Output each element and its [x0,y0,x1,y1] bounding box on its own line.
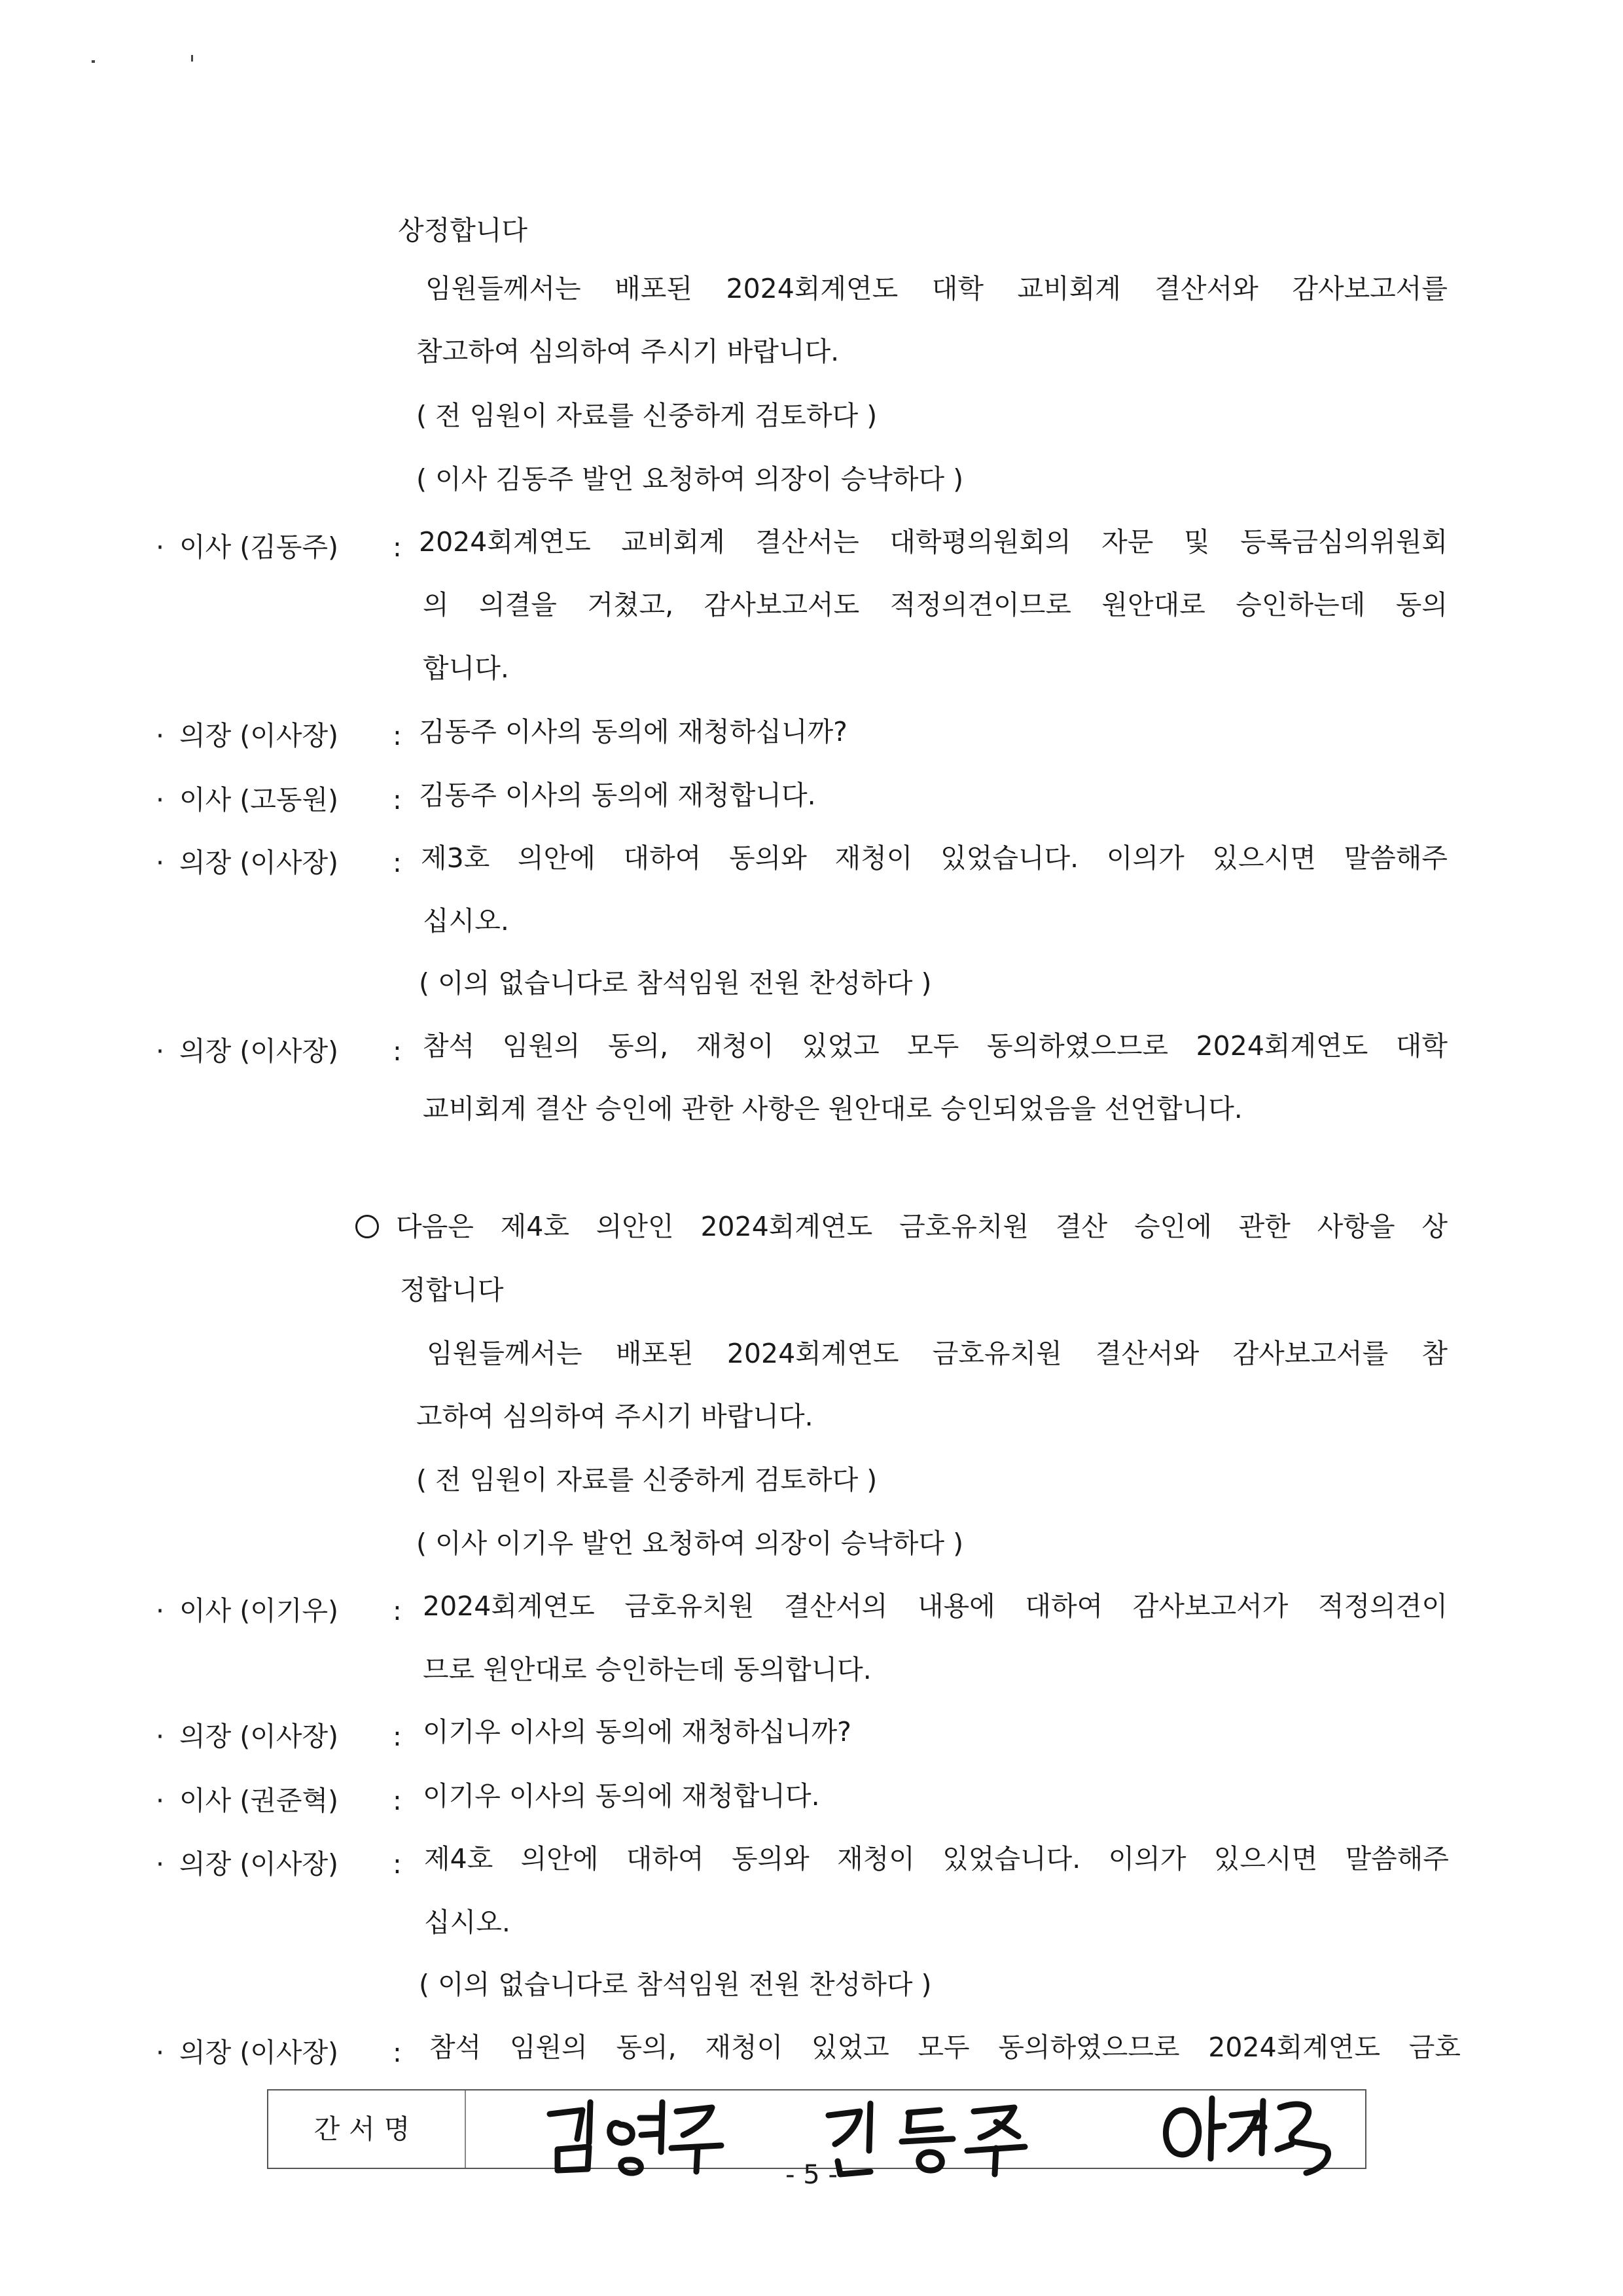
scan-speck [92,60,95,63]
page-number: - 5 - [785,2160,838,2190]
stage-direction: ( 이사 이기우 발언 요청하여 의장이 승낙하다 ) [416,1528,964,1559]
speaker-label: · 의장 (이사장) : [156,1848,402,1880]
statement-line: 김동주 이사의 동의에 재청합니다. [419,780,816,811]
speaker-label: · 이사 (이기우) : [156,1595,402,1626]
statement-line: 므로 원안대로 승인하는데 동의합니다. [423,1654,872,1685]
statement-line: 십시오. [423,905,509,937]
circle-bullet-icon [355,1215,379,1238]
body-line: 임원들께서는 배포된 2024회계연도 대학 교비회계 결산서와 감사보고서를 [425,273,1448,304]
statement-line: 교비회계 결산 승인에 관한 사항은 원안대로 승인되었음을 선언합니다. [423,1093,1243,1124]
signature-3-image [1152,2081,1348,2179]
stage-direction: ( 이사 김동주 발언 요청하여 의장이 승낙하다 ) [416,463,964,495]
agenda-heading: 다음은 제4호 의안인 2024회계연도 금호유치원 결산 승인에 관한 사항을 상 [355,1208,1448,1245]
speaker-label: · 의장 (이사장) : [156,720,402,751]
statement-line: 이기우 이사의 동의에 재청하십니까? [423,1716,851,1748]
body-line: 고하여 심의하여 주시기 바랍니다. [416,1401,813,1432]
body-line: 상정합니다 [398,215,528,246]
statement-line: 십시오. [424,1907,510,1938]
statement-line: 합니다. [423,653,509,684]
statement-line: 2024회계연도 교비회계 결산서는 대학평의원회의 자문 및 등록금심의위원회 [419,526,1448,558]
stage-direction: ( 전 임원이 자료를 신중하게 검토하다 ) [416,400,878,431]
statement-line: 김동주 이사의 동의에 재청하십니까? [419,716,847,747]
body-line: 참고하여 심의하여 주시기 바랍니다. [416,336,840,367]
signature-label: 간서명 [313,2113,419,2145]
statement-line: 참석 임원의 동의, 재청이 있었고 모두 동의하였으므로 2024회계연도 금호 [429,2032,1461,2063]
stage-direction: ( 이의 없습니다로 참석임원 전원 찬성하다 ) [419,1969,932,2000]
stage-direction: ( 전 임원이 자료를 신중하게 검토하다 ) [416,1464,878,1496]
speaker-label: · 의장 (이사장) : [156,2037,402,2068]
speaker-label: · 의장 (이사장) : [156,1721,402,1752]
signature-divider [465,2090,466,2168]
statement-line: 제4호 의안에 대하여 동의와 재청이 있었습니다. 이의가 있으시면 말씀해주 [424,1843,1449,1874]
stage-direction: ( 이의 없습니다로 참석임원 전원 찬성하다 ) [419,967,932,999]
statement-line: 참석 임원의 동의, 재청이 있었고 모두 동의하였으므로 2024회계연도 대학 [423,1030,1448,1062]
signature-1-image [543,2088,740,2179]
statement-line: 제3호 의안에 대하여 동의와 재청이 있었습니다. 이의가 있으시면 말씀해주 [421,842,1448,874]
scan-speck [191,55,193,62]
agenda-heading: 정합니다 [400,1274,504,1306]
body-line: 임원들께서는 배포된 2024회계연도 금호유치원 결산서와 감사보고서를 참 [427,1338,1448,1369]
statement-line: 2024회계연도 금호유치원 결산서의 내용에 대하여 감사보고서가 적정의견이 [423,1590,1448,1622]
speaker-label: · 의장 (이사장) : [156,847,402,878]
speaker-label: · 이사 (권준혁) : [156,1785,402,1816]
speaker-label: · 이사 (고동원) : [156,784,402,816]
speaker-label: · 의장 (이사장) : [156,1035,402,1067]
statement-line: 의 의결을 거쳤고, 감사보고서도 적정의견이므로 원안대로 승인하는데 동의 [423,589,1448,620]
speaker-label: · 이사 (김동주) : [156,531,402,563]
statement-line: 이기우 이사의 동의에 재청합니다. [423,1780,820,1812]
